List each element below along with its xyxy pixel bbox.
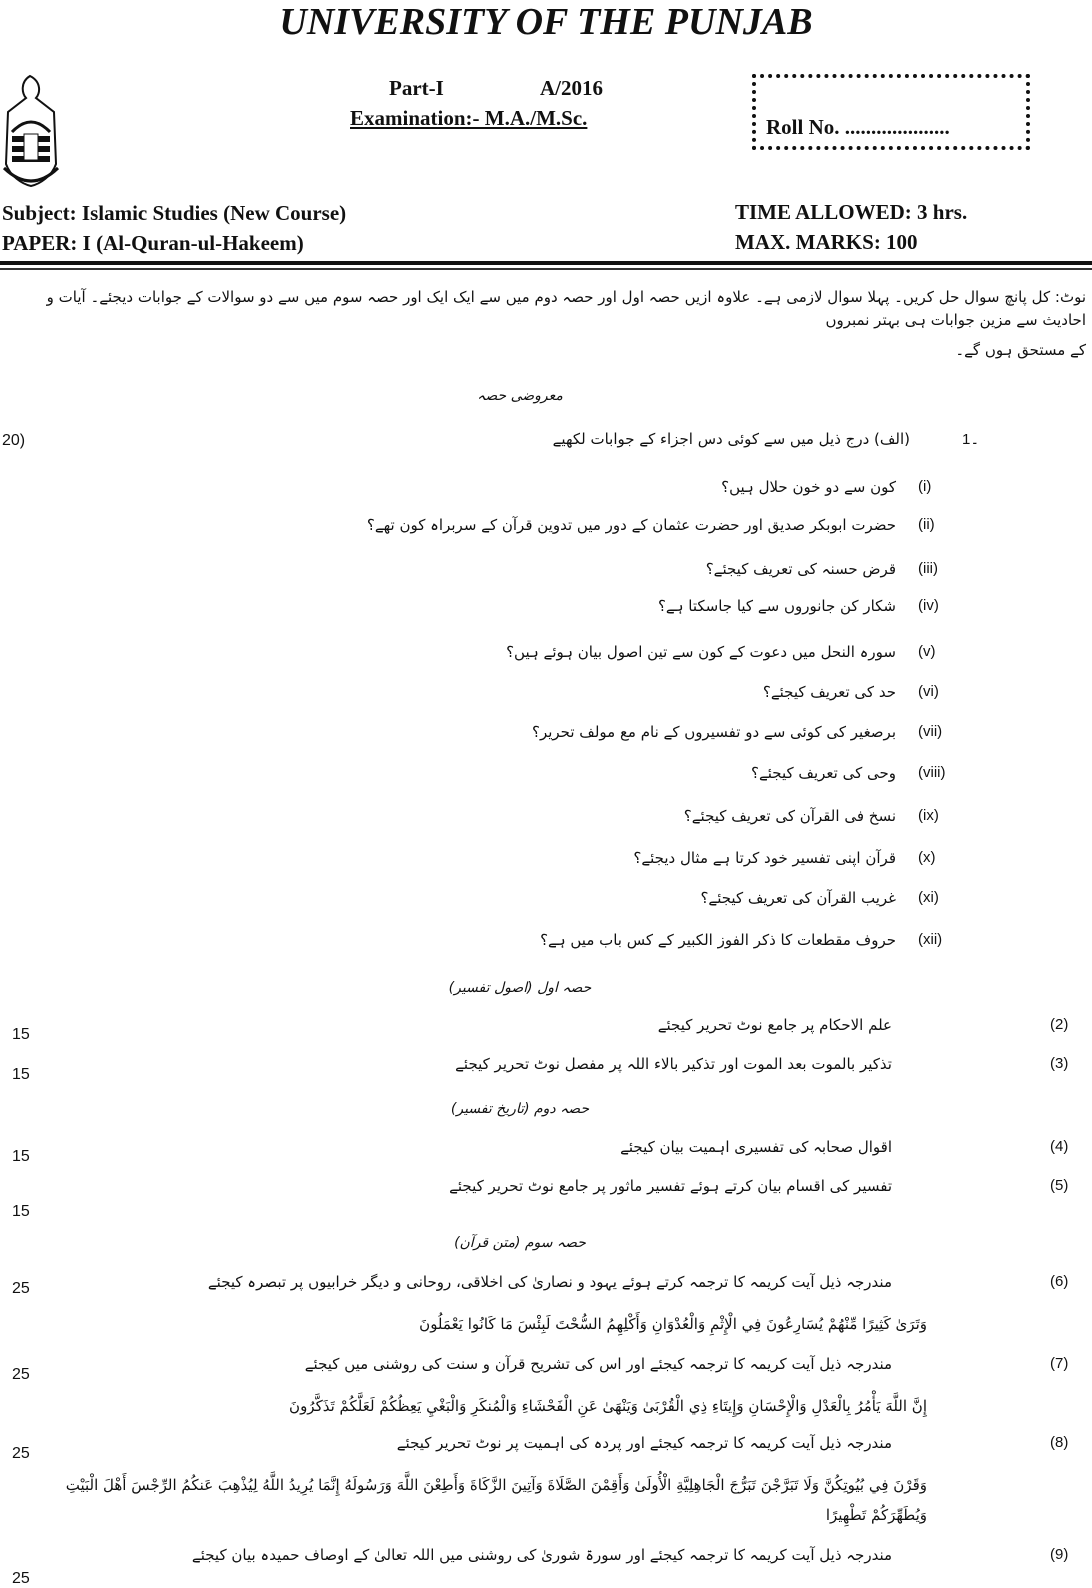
objective-item-label: (ii) — [918, 516, 935, 533]
objective-item-text: نسخ فی القرآن کی تعریف کیجئے؟ — [683, 807, 896, 825]
question-label: (8) — [1050, 1434, 1069, 1451]
objective-item-text: حروف مقطعات کا ذکر الفوز الکبیر کے کس باب میں ہے؟ — [540, 931, 896, 949]
objective-item-text: قرآن اپنی تفسیر خود کرتا ہے مثال دیجئے؟ — [633, 849, 896, 867]
objective-item-label: (iii) — [918, 560, 938, 577]
objective-item-text: حضرت ابوبکر صدیق اور حضرت عثمان کے دور میں تدوین قرآن کے سربراہ کون تھے؟ — [366, 516, 896, 534]
section-heading: حصہ اول (اصول تفسیر) — [448, 980, 592, 996]
subject-label: Subject: Islamic Studies (New Course) — [2, 201, 347, 225]
quran-verse: إِنَّ اللَّهَ يَأْمُرُ بِالْعَدْلِ وَالْإِحْسَانِ وَإِيتَاءِ ذِي الْقُرْبَىٰ وَيَنْهَىٰ عَنِ الْفَحْشَاءِ وَالْمُنكَرِ وَالْبَغْيِ يَعِظُكُمْ لَعَلَّكُمْ تَذَكَّرُونَ — [289, 1397, 927, 1415]
question-1-marks: 20) — [2, 432, 26, 449]
objective-item-text: غریب القرآن کی تعریف کیجئے؟ — [700, 889, 896, 907]
question-label: (5) — [1050, 1177, 1069, 1194]
question-label: (2) — [1050, 1016, 1069, 1033]
objective-item-text: حد کی تعریف کیجئے؟ — [762, 683, 896, 701]
section-heading: حصہ سوم (متن قرآن) — [454, 1235, 586, 1251]
question-label: (6) — [1050, 1273, 1069, 1290]
objective-item-label: (i) — [918, 478, 932, 495]
roll-number-box — [752, 74, 1030, 150]
question-label: (7) — [1050, 1355, 1069, 1372]
university-logo — [0, 72, 62, 190]
objective-item-text: کون سے دو خون حلال ہیں؟ — [721, 478, 896, 496]
question-marks: 15 — [12, 1026, 30, 1043]
objective-item-label: (viii) — [918, 764, 946, 781]
instructions-note — [6, 286, 1086, 368]
examination-label: Examination:- M.A./M.Sc. — [350, 106, 588, 130]
question-1-text: (الف) درج ذیل میں سے کوئی دس اجزاء کے جوابات لکھیے — [552, 430, 910, 448]
time-allowed: TIME ALLOWED: 3 hrs. — [735, 200, 968, 224]
question-text: تذکیر بالموت بعد الموت اور تذکیر بالاء اللہ پر مفصل نوٹ تحریر کیجئے — [455, 1055, 892, 1073]
question-text: مندرجہ ذیل آیت کریمہ کا ترجمہ کرتے ہوئے یہود و نصاریٰ کی اخلاقی، روحانی و دیگر خرابیوں پر تبصرہ کیجئے — [207, 1273, 892, 1291]
quran-verse: وَقَرْنَ فِي بُيُوتِكُنَّ وَلَا تَبَرَّجْنَ تَبَرُّجَ الْجَاهِلِيَّةِ الْأُولَىٰ وَأَقِمْنَ الصَّلَاةَ وَآتِينَ الزَّكَاةَ وَأَطِعْنَ اللَّهَ وَرَسُولَهُ إِنَّمَا يُرِيدُ اللَّهُ لِيُذْهِبَ عَنكُمُ الرِّجْسَ أَهْلَ الْبَيْتِ — [65, 1476, 927, 1494]
question-marks: 15 — [12, 1148, 30, 1165]
quran-verse: وَيُطَهِّرَكُمْ تَطْهِيرًا — [825, 1506, 927, 1524]
question-text: مندرجہ ذیل آیت کریمہ کا ترجمہ کیجئے اور سورۃ شوریٰ کی روشنی میں اللہ تعالیٰ کے اوصاف حمیدہ بیان کیجئے — [191, 1546, 892, 1564]
header-divider — [0, 261, 1092, 265]
question-text: مندرجہ ذیل آیت کریمہ کا ترجمہ کیجئے اور پردہ کی اہمیت پر نوٹ تحریر کیجئے — [396, 1434, 892, 1452]
question-marks: 15 — [12, 1066, 30, 1083]
paper-label: PAPER: I (Al-Quran-ul-Hakeem) — [2, 231, 304, 255]
section-heading: حصہ دوم (تاریخ تفسیر) — [450, 1101, 590, 1117]
max-marks: MAX. MARKS: 100 — [735, 230, 918, 254]
question-text: مندرجہ ذیل آیت کریمہ کا ترجمہ کیجئے اور اس کی تشریح قرآن و سنت کی روشنی میں کیجئے — [304, 1355, 892, 1373]
objective-item-label: (vii) — [918, 723, 943, 740]
question-text: علم الاحکام پر جامع نوٹ تحریر کیجئے — [657, 1016, 892, 1034]
objective-item-label: (iv) — [918, 597, 939, 614]
objective-heading: معروضی حصہ — [477, 388, 563, 404]
session-label: A/2016 — [540, 76, 603, 100]
objective-item-label: (ix) — [918, 807, 939, 824]
objective-item-text: شکار کن جانوروں سے کیا جاسکتا ہے؟ — [657, 597, 896, 615]
objective-item-label: (v) — [918, 643, 936, 660]
quran-verse: وَتَرَىٰ كَثِيرًا مِّنْهُمْ يُسَارِعُونَ فِي الْإِثْمِ وَالْعُدْوَانِ وَأَكْلِهِمُ السُّحْتَ لَبِئْسَ مَا كَانُوا يَعْمَلُونَ — [419, 1315, 927, 1333]
objective-item-label: (xii) — [918, 931, 943, 948]
header-divider-thin — [0, 268, 1092, 270]
question-label: (4) — [1050, 1138, 1069, 1155]
question-marks: 25 — [12, 1366, 30, 1383]
question-marks: 15 — [12, 1203, 30, 1220]
objective-item-text: قرض حسنہ کی تعریف کیجئے؟ — [705, 560, 896, 578]
roll-number-field: Roll No. .................... — [766, 115, 950, 139]
question-label: (9) — [1050, 1546, 1069, 1563]
question-marks: 25 — [12, 1445, 30, 1462]
question-text: تفسیر کی اقسام بیان کرتے ہوئے تفسیر ماثور پر جامع نوٹ تحریر کیجئے — [449, 1177, 892, 1195]
part-label: Part-I — [389, 76, 444, 100]
question-1-number: 1۔ — [962, 431, 980, 448]
objective-item-text: وحی کی تعریف کیجئے؟ — [751, 764, 896, 782]
objective-item-label: (xi) — [918, 889, 939, 906]
objective-item-text: برصغیر کی کوئی سے دو تفسیروں کے نام مع مولف تحریر؟ — [531, 723, 896, 741]
question-label: (3) — [1050, 1055, 1069, 1072]
university-title: UNIVERSITY OF THE PUNJAB — [279, 1, 813, 43]
question-marks: 25 — [12, 1570, 30, 1587]
objective-item-label: (vi) — [918, 683, 939, 700]
note-line-1: نوٹ: کل پانچ سوال حل کریں۔ پہلا سوال لازمی ہے۔ علاوہ ازیں حصہ اول اور حصہ دوم میں سے ایک ایک اور حصہ سوم میں سے دو سوالات کے جوابات دیجئے۔ آیات و احادیث سے مزین جوابات ہی بہتر نمبروں — [46, 288, 1086, 330]
note-line-2: کے مستحق ہوں گے۔ — [955, 340, 1086, 359]
objective-item-label: (x) — [918, 849, 936, 866]
question-marks: 25 — [12, 1280, 30, 1297]
objective-item-text: سورہ النحل میں دعوت کے کون سے تین اصول بیان ہوئے ہیں؟ — [506, 643, 896, 661]
question-text: اقوال صحابہ کی تفسیری اہمیت بیان کیجئے — [620, 1138, 892, 1156]
